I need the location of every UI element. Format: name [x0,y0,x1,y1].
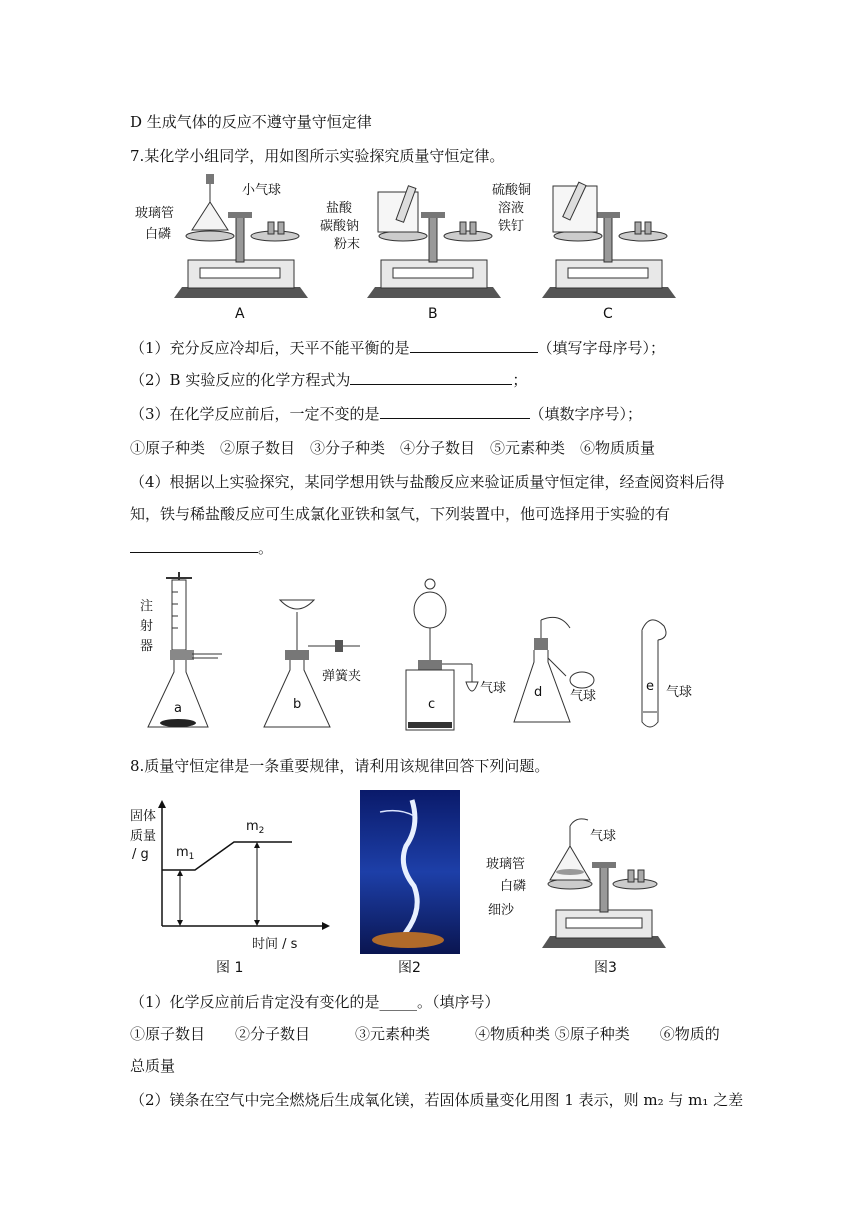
x-label: 时间 / s [252,937,298,952]
label-balloon-fig3: 气球 [590,829,617,844]
label-balloon-d: 气球 [570,689,597,704]
label-white-phosphorus: 白磷 [145,227,172,242]
apparatus-d [514,617,596,722]
q7-part3-hint: （填数字序号）； [529,405,643,423]
label-solution: 溶液 [498,201,525,216]
balance-a [135,174,308,322]
label-small-balloon: 小气球 [242,183,282,198]
y-label-3: / g [132,847,149,862]
label-powder: 粉末 [334,237,361,252]
q7-part1-text: （1）充分反应冷却后，天平不能平衡的是 [130,339,410,357]
m1-subscript: 1 [188,852,195,862]
label-syringe-1: 注 [140,599,154,614]
q7-part4-line3 [130,538,273,558]
label-syringe-3: 器 [140,639,154,654]
figure-8-photo [360,790,460,976]
balance-b [320,186,501,322]
label-glass-tube: 玻璃管 [135,206,175,221]
q8-part2: （2）镁条在空气中完全燃烧后生成氧化镁，若固体质量变化用图 1 表示，则 m₂ 与 m₁ 之差 [130,1091,744,1109]
label-sodium-carbonate: 碳酸钠 [320,219,360,234]
apparatus-e [642,620,692,727]
label-white-p-fig3: 白磷 [500,879,527,894]
caption-figure-3: 图3 [594,960,617,976]
figure-8-graph [130,800,330,976]
q7-part3 [130,404,642,424]
y-label-2: 质量 [130,829,157,844]
svg-text:m1 [176,845,194,862]
y-label-1: 固体 [130,809,157,824]
label-e: e [646,679,654,694]
label-iron-nail: 铁钉 [498,219,525,234]
label-syringe-2: 射 [140,619,154,634]
figure-8-balance [486,819,666,976]
apparatus-b [264,600,361,727]
q8-part1: （1）化学反应前后肯定没有变化的是_____。（填序号） [130,993,500,1011]
q7-part2 [130,370,527,390]
label-c: c [428,697,436,712]
apparatus-c [406,579,506,730]
q7-options: ①原子种类 ②原子数目 ③分子种类 ④分子数目 ⑤元素种类 ⑥物质质量 [130,439,656,457]
q7-part1-hint: （填写字母序号）； [537,339,666,357]
q7-part4-blank [130,538,258,553]
q7-part2-text: （2）B 实验反应的化学方程式为 [130,371,351,389]
label-d: d [534,685,543,700]
figure-7-balances [130,172,730,322]
option-d-text: D 生成气体的反应不遵守量守恒定律 [130,113,372,131]
caption-figure-1: 图 1 [216,960,244,976]
apparatus-a [140,572,222,727]
label-b: b [293,697,302,712]
label-hydrochloric-acid: 盐酸 [326,201,353,216]
q8-options-line2: 总质量 [130,1057,176,1075]
label-glass-tube-fig3: 玻璃管 [486,857,526,872]
caption-b: B [428,306,438,322]
label-spring-clip: 弹簧夹 [322,669,362,684]
q7-part4-end: 。 [258,539,274,557]
label-a: a [174,701,182,716]
m1-label: m [176,845,189,860]
label-sand-fig3: 细沙 [488,903,515,918]
m2-subscript: 2 [258,826,265,836]
q7-part1-blank [410,338,538,353]
label-balloon-c: 气球 [480,681,507,696]
figure-7-apparatus [130,572,710,740]
svg-text:m2 [246,819,264,836]
q7-part2-blank [350,370,512,385]
q7-part3-blank [380,404,530,419]
q8-options-line1: ①原子数目 ②分子数目 ③元素种类 ④物质种类 ⑤原子种类 ⑥物质的 [130,1025,720,1043]
label-copper-sulfate: 硫酸铜 [492,183,532,198]
figure-8 [130,786,690,982]
q7-part3-text: （3）在化学反应前后，一定不变的是 [130,405,380,423]
m2-label: m [246,819,259,834]
q7-part4-line1: （4）根据以上实验探究，某同学想用铁与盐酸反应来验证质量守恒定律，经查阅资料后得 [130,473,725,491]
q7-part1 [130,338,665,358]
label-balloon-e: 气球 [666,685,693,700]
q7-part2-end: ； [512,371,528,389]
question-8-title: 8.质量守恒定律是一条重要规律，请利用该规律回答下列问题。 [130,757,550,775]
question-7-title: 7.某化学小组同学，用如图所示实验探究质量守恒定律。 [130,147,505,165]
q7-part4-line2: 知，铁与稀盐酸反应可生成氯化亚铁和氢气，下列装置中，他可选择用于实验的有 [130,505,671,523]
caption-c: C [603,306,613,322]
caption-figure-2: 图2 [398,960,421,976]
balance-c [492,182,676,322]
caption-a: A [235,306,245,322]
